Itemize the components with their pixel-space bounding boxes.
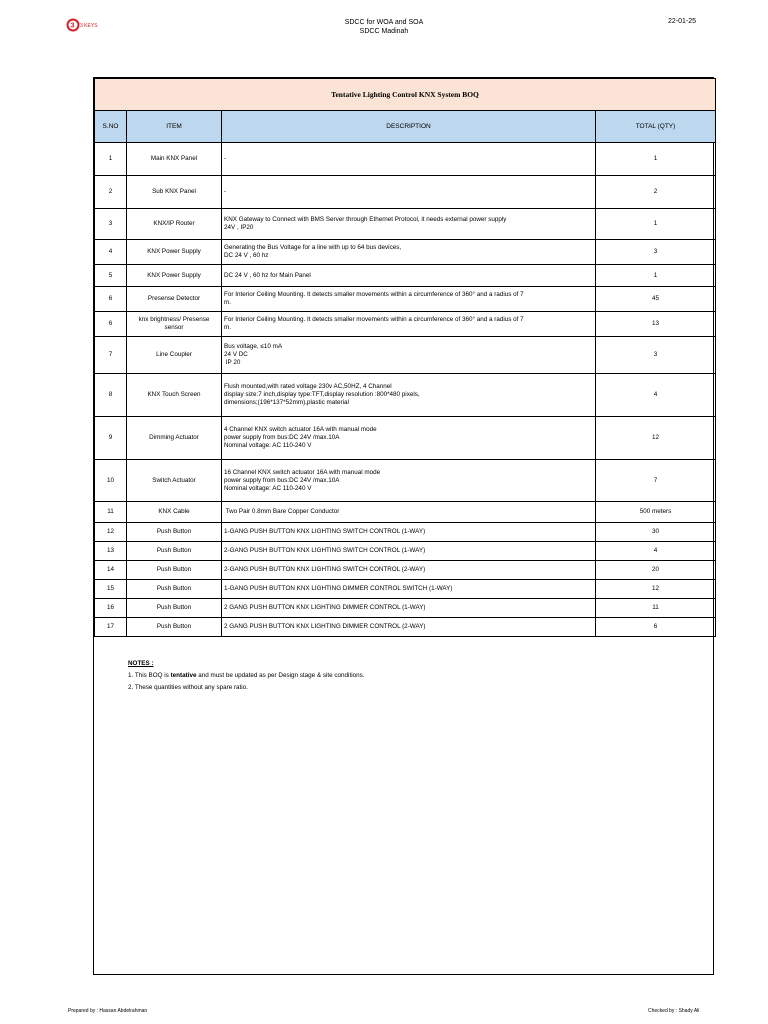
cell-item: KNX Touch Screen [127,374,222,417]
description-line: IP 20 [224,359,241,366]
description-line: 24 V DC [224,351,248,358]
notes-title: NOTES : [128,660,154,667]
description-line: KNX Gateway to Connect with BMS Server through Ethernet Protocol, it needs external power supply [224,216,507,223]
cell-qty: 30 [596,523,716,542]
cell-qty: 13 [596,312,716,337]
cell-description [222,502,596,523]
table-title: Tentative Lighting Control KNX System BOQ [95,79,716,111]
header-date: 22-01-25 [668,18,697,25]
table-row [95,580,716,599]
table-row [95,417,716,460]
cell-item: Dimming Actuator [127,417,222,460]
prepared-by: Prepared by : Hassan Abdelrahman [68,1008,148,1014]
cell-qty: 1 [596,209,716,240]
description-line: 24V , IP20 [224,224,254,231]
table-row [95,502,716,523]
table-row [95,374,716,417]
checked-by: Checked by : Shady Ali [648,1008,700,1014]
col-header-description: DESCRIPTION [222,111,596,143]
cell-qty: 20 [596,561,716,580]
table-row [95,287,716,312]
cell-sno: 3 [95,209,127,240]
table-row [95,176,716,209]
cell-item: knx brightness/ Presense sensor [127,312,222,337]
cell-item: Push Button [127,542,222,561]
svg-text:3: 3 [70,22,75,30]
cell-description [222,312,596,337]
description-line: 1-GANG PUSH BUTTON KNX LIGHTING SWITCH CONTROL (1-WAY) [224,528,426,535]
cell-sno: 13 [95,542,127,561]
description-line: 2 GANG PUSH BUTTON KNX LIGHTING DIMMER CONTROL (1-WAY) [224,604,426,611]
cell-qty: 12 [596,417,716,460]
cell-sno: 11 [95,502,127,523]
cell-qty: 6 [596,618,716,637]
cell-sno: 2 [95,176,127,209]
description-line: - [224,188,227,195]
cell-item: Push Button [127,618,222,637]
cell-qty: 12 [596,580,716,599]
description-line: For Interior Ceiling Mounting. It detects smaller movements within a circumference of 360° and a radius of 7 [224,291,524,298]
table-row [95,209,716,240]
description-line: Flush mounted,with rated voltage 230v AC,50HZ, 4 Channel [224,383,392,390]
cell-qty: 3 [596,240,716,265]
cell-item: Sub KNX Panel [127,176,222,209]
cell-qty: 4 [596,542,716,561]
cell-sno: 6 [95,287,127,312]
cell-qty: 1 [596,143,716,176]
cell-item: Push Button [127,580,222,599]
table-row [95,265,716,287]
cell-description [222,580,596,599]
logo-text: 3 KEYS [80,23,98,29]
cell-qty: 7 [596,460,716,502]
description-line: Bus voltage, ≤10 mA [224,343,283,350]
table-row [95,460,716,502]
cell-sno: 8 [95,374,127,417]
cell-item: Main KNX Panel [127,143,222,176]
cell-description [222,337,596,374]
boq-frame [93,77,714,975]
description-line: DC 24 V , 60 hz [224,252,269,259]
document-header [284,18,484,36]
description-line: Generating the Bus Voltage for a line with up to 64 bus devices, [224,244,402,251]
cell-item: KNX Power Supply [127,240,222,265]
table-header-row [95,111,716,143]
cell-sno: 1 [95,143,127,176]
cell-item: Line Coupler [127,337,222,374]
cell-item: KNX/IP Router [127,209,222,240]
cell-item: Push Button [127,599,222,618]
cell-qty: 2 [596,176,716,209]
cell-description [222,561,596,580]
description-line: Nominal voltage: AC 110-240 V [224,484,312,492]
table-row [95,337,716,374]
cell-sno: 10 [95,460,127,502]
cell-description [222,542,596,561]
table-row [95,618,716,637]
cell-item: Push Button [127,561,222,580]
note-2: 2. These quantities without any spare ratio. [128,684,248,691]
cell-qty: 500 meters [596,502,716,523]
cell-description [222,374,596,417]
description-line: 2-GANG PUSH BUTTON KNX LIGHTING SWITCH CONTROL (1-WAY) [224,547,426,554]
cell-description [222,618,596,637]
description-line: Nominal voltage: AC 110-240 V [224,442,312,449]
table-row [95,542,716,561]
note-1 [128,670,365,682]
cell-description [222,209,596,240]
cell-item: KNX Power Supply [127,265,222,287]
description-line: power supply from bus:DC 24V /max.10A [224,434,340,441]
table-row [95,143,716,176]
cell-description [222,417,596,460]
description-line: power supply from bus:DC 24V /max.10A [224,476,340,484]
description-line: 1-GANG PUSH BUTTON KNX LIGHTING DIMMER CONTROL SWITCH (1-WAY) [224,585,453,592]
header-project: SDCC for WOA and SOA [344,19,424,26]
table-row [95,561,716,580]
description-line: 2 GANG PUSH BUTTON KNX LIGHTING DIMMER CONTROL (2-WAY) [224,623,426,630]
note-1-emphasis: tentative [170,672,197,679]
cell-item: KNX Cable [127,502,222,523]
description-line: display size:7 inch,display type:TFT,display resolution :800*480 pixels, [224,391,420,398]
cell-description [222,265,596,287]
cell-item: Presense Detector [127,287,222,312]
cell-qty: 3 [596,337,716,374]
description-line: DC 24 V , 60 hz for Main Panel [224,271,311,279]
table-row [95,599,716,618]
description-line: 16 Channel KNX switch actuator 16A with manual mode [224,468,381,476]
description-line: 2-GANG PUSH BUTTON KNX LIGHTING SWITCH CONTROL (2-WAY) [224,566,426,573]
description-line: m. [224,324,231,331]
cell-sno: 16 [95,599,127,618]
cell-qty: 4 [596,374,716,417]
cell-qty: 11 [596,599,716,618]
cell-description [222,240,596,265]
cell-sno: 4 [95,240,127,265]
note-1-text-end: and must be updated as per Design stage & site conditions. [196,672,365,679]
description-line: For Interior Ceiling Mounting. It detects smaller movements within a circumference of 360° and a radius of 7 [224,316,524,323]
cell-sno: 6 [95,312,127,337]
cell-item: Push Button [127,523,222,542]
cell-qty: 1 [596,265,716,287]
description-line: - [224,155,227,162]
notes-section [128,658,365,694]
cell-item: Switch Actuator [127,460,222,502]
table-row [95,312,716,337]
cell-sno: 17 [95,618,127,637]
cell-sno: 14 [95,561,127,580]
col-header-qty: TOTAL (QTY) [596,111,716,143]
table-row [95,523,716,542]
table-title-row [95,79,716,111]
table-row [95,240,716,265]
description-line: 4 Channel KNX switch actuator 16A with manual mode [224,426,377,433]
col-header-sno: S.NO [95,111,127,143]
description-line: Two Pair 0.8mm Bare Copper Conductor [224,508,340,515]
cell-sno: 7 [95,337,127,374]
cell-qty: 45 [596,287,716,312]
boq-table [94,78,716,637]
cell-description [222,460,596,502]
cell-sno: 9 [95,417,127,460]
description-line: m. [224,299,231,306]
cell-sno: 5 [95,265,127,287]
note-1-text: 1. This BOQ is [128,672,171,679]
cell-description [222,287,596,312]
cell-description [222,143,596,176]
cell-description [222,599,596,618]
header-location: SDCC Madinah [359,28,409,35]
cell-description [222,523,596,542]
col-header-item: ITEM [127,111,222,143]
cell-sno: 12 [95,523,127,542]
cell-sno: 15 [95,580,127,599]
company-logo [66,18,106,32]
description-line: dimensions;(196*137*52mm),plastic material [224,399,349,406]
cell-description [222,176,596,209]
